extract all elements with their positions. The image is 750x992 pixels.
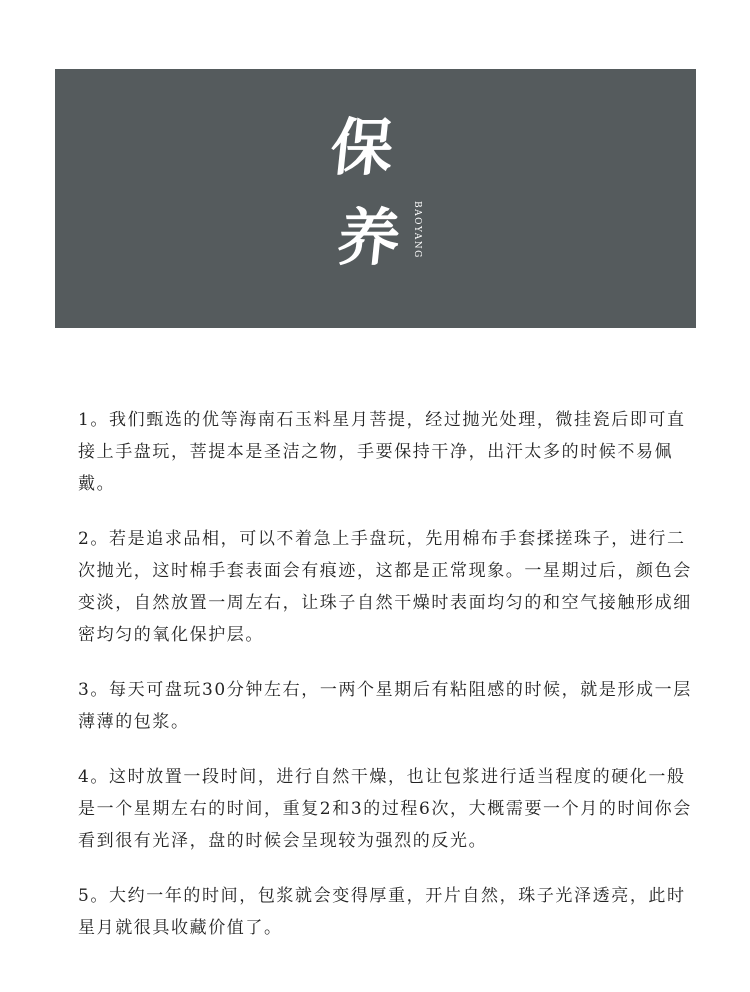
title-char-bao: 保 bbox=[327, 111, 397, 184]
paragraph-3: 3。每天可盘玩30分钟左右，一两个星期后有粘阻感的时候，就是形成一层薄薄的包浆。 bbox=[78, 680, 692, 732]
paragraph-5: 5。大约一年的时间，包浆就会变得厚重，开片自然，珠子光泽透亮，此时星月就很具收藏价值了。 bbox=[78, 886, 686, 938]
header-banner bbox=[55, 69, 696, 328]
title-char-yang: 养 bbox=[334, 201, 404, 274]
care-instructions bbox=[78, 404, 698, 967]
banner-subtitle: BAOYANG bbox=[412, 201, 422, 259]
paragraph-2: 2。若是追求品相，可以不着急上手盘玩，先用棉布手套揉搓珠子，进行二次抛光，这时棉手套表面会有痕迹，这都是正常现象。一星期过后，颜色会变淡，自然放置一周左右，让珠子自然干燥时表面均匀的和空气接触形成细密均匀的氧化保护层。 bbox=[78, 529, 692, 645]
paragraph-1: 1。我们甄选的优等海南石玉料星月菩提，经过抛光处理，微挂瓷后即可直接上手盘玩，菩提本是圣洁之物，手要保持干净，出汗太多的时候不易佩戴。 bbox=[78, 410, 686, 494]
paragraph-4: 4。这时放置一段时间，进行自然干燥，也让包浆进行适当程度的硬化一般是一个星期左右的时间，重复2和3的过程6次，大概需要一个月的时间你会看到很有光泽，盘的时候会呈现较为强烈的反光。 bbox=[78, 767, 692, 851]
